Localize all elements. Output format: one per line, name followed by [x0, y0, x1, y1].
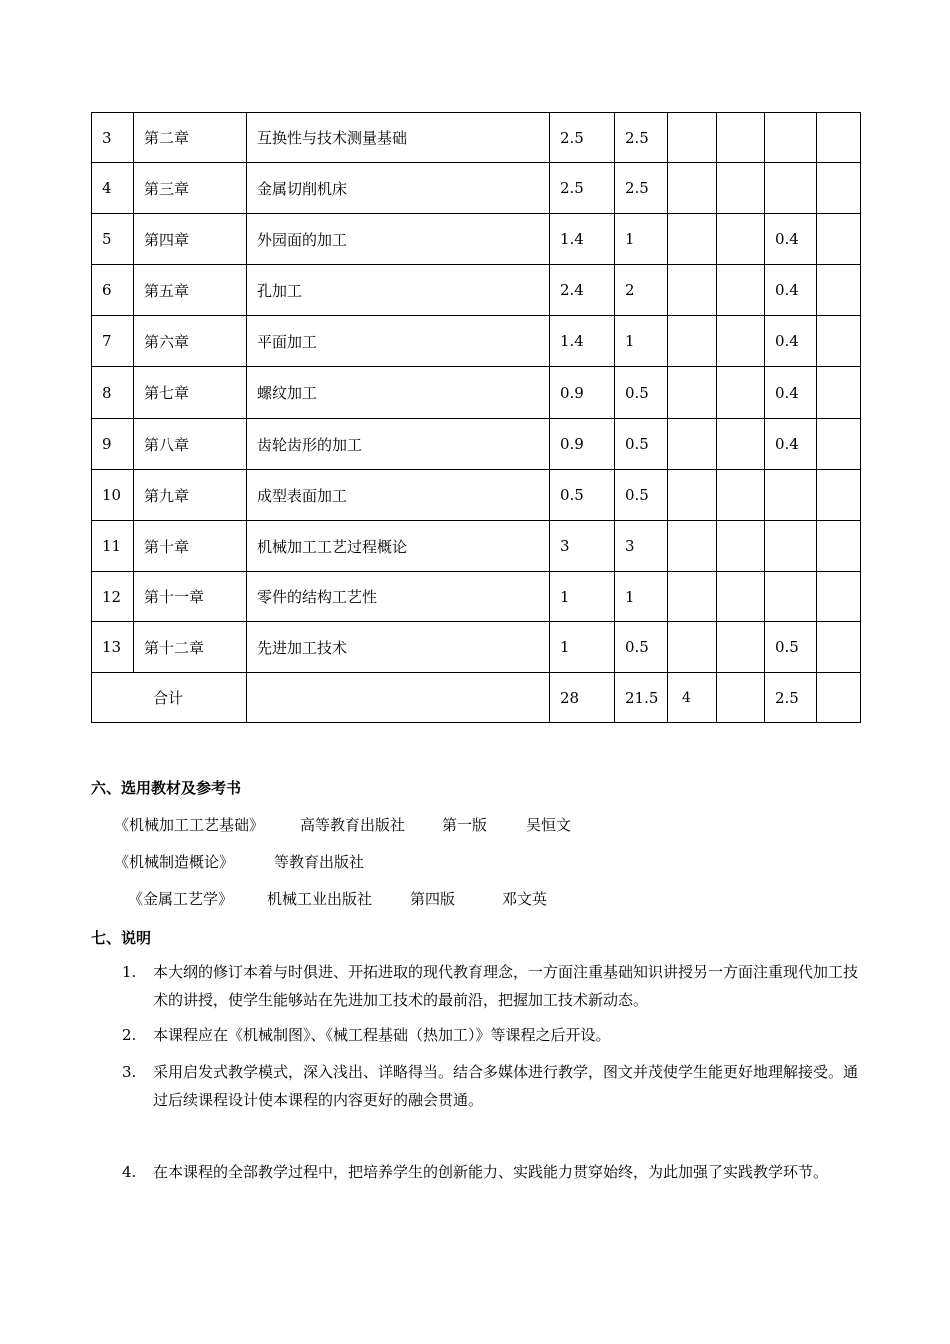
chapter-cell: 第五章: [134, 265, 247, 316]
table-row: [92, 214, 861, 265]
hours-c1-cell: 2.5: [550, 113, 615, 163]
table-row: [92, 622, 861, 673]
chapter-cell: 第八章: [134, 419, 247, 470]
table-row: [92, 521, 861, 572]
hours-c4-cell: [717, 470, 765, 521]
total-row: [92, 673, 861, 723]
hours-c6-cell: [817, 316, 861, 367]
reference-3: [128, 888, 547, 909]
table-row: [92, 265, 861, 316]
total-c3-cell: 4: [668, 673, 717, 723]
hours-c4-cell: [717, 214, 765, 265]
hours-c2-cell: 0.5: [615, 367, 668, 419]
hours-c2-cell: 2.5: [615, 113, 668, 163]
hours-c1-cell: 0.9: [550, 419, 615, 470]
hours-c1-cell: 1.4: [550, 316, 615, 367]
row-number-cell: 6: [92, 265, 134, 316]
chapter-cell: 第十一章: [134, 572, 247, 622]
hours-c3-cell: [668, 316, 717, 367]
hours-c3-cell: [668, 470, 717, 521]
reference-2-publisher: 等教育出版社: [274, 853, 365, 871]
hours-c4-cell: [717, 622, 765, 673]
hours-c5-cell: 0.4: [765, 367, 817, 419]
hours-c4-cell: [717, 113, 765, 163]
section-6-title: 六、选用教材及参考书: [91, 779, 242, 797]
reference-3-edition: 第四版: [410, 890, 456, 908]
hours-c5-cell: 0.4: [765, 419, 817, 470]
hours-c5-cell: 0.4: [765, 214, 817, 265]
table-row: [92, 419, 861, 470]
chapter-title-cell: 先进加工技术: [247, 622, 550, 673]
hours-c4-cell: [717, 163, 765, 214]
hours-c2-cell: 0.5: [615, 419, 668, 470]
total-c1-cell: 28: [550, 673, 615, 723]
reference-1-book: 《机械加工工艺基础》: [114, 816, 265, 834]
hours-c2-cell: 3: [615, 521, 668, 572]
reference-3-author: 邓文英: [502, 890, 548, 908]
note-text: 本大纲的修订本着与时俱进、开拓进取的现代教育理念，一方面注重基础知识讲授另一方面注重现代加工技术的讲授，使学生能够站在先进加工技术的最前沿，把握加工技术新动态。: [153, 963, 859, 1009]
table-row: [92, 367, 861, 419]
hours-c1-cell: 2.4: [550, 265, 615, 316]
row-number-cell: 8: [92, 367, 134, 419]
hours-c6-cell: [817, 113, 861, 163]
hours-c3-cell: [668, 113, 717, 163]
hours-c3-cell: [668, 622, 717, 673]
row-number-cell: 4: [92, 163, 134, 214]
hours-c1-cell: 3: [550, 521, 615, 572]
hours-c6-cell: [817, 572, 861, 622]
chapter-title-cell: 螺纹加工: [247, 367, 550, 419]
hours-c1-cell: 1: [550, 622, 615, 673]
chapter-title-cell: 机械加工工艺过程概论: [247, 521, 550, 572]
total-c2-cell: 21.5: [615, 673, 668, 723]
hours-c6-cell: [817, 622, 861, 673]
row-number-cell: 3: [92, 113, 134, 163]
note-number: 4.: [122, 1163, 137, 1181]
total-label-cell: 合计: [92, 673, 247, 723]
hours-c5-cell: [765, 113, 817, 163]
chapter-cell: 第四章: [134, 214, 247, 265]
reference-1: [114, 814, 571, 835]
row-number-cell: 10: [92, 470, 134, 521]
chapter-title-cell: 齿轮齿形的加工: [247, 419, 550, 470]
hours-c1-cell: 1.4: [550, 214, 615, 265]
total-c5-cell: 2.5: [765, 673, 817, 723]
hours-c3-cell: [668, 572, 717, 622]
chapter-title-cell: 金属切削机床: [247, 163, 550, 214]
hours-c4-cell: [717, 572, 765, 622]
chapter-cell: 第七章: [134, 367, 247, 419]
table-row: [92, 572, 861, 622]
hours-table: [91, 112, 861, 723]
row-number-cell: 11: [92, 521, 134, 572]
total-c4-cell: [717, 673, 765, 723]
chapter-cell: 第三章: [134, 163, 247, 214]
chapter-cell: 第二章: [134, 113, 247, 163]
note-item: [122, 1058, 862, 1114]
hours-c2-cell: 0.5: [615, 622, 668, 673]
hours-c6-cell: [817, 419, 861, 470]
hours-c4-cell: [717, 316, 765, 367]
chapter-title-cell: 零件的结构工艺性: [247, 572, 550, 622]
total-c6-cell: [817, 673, 861, 723]
chapter-title-cell: 平面加工: [247, 316, 550, 367]
hours-c4-cell: [717, 367, 765, 419]
hours-c5-cell: [765, 572, 817, 622]
hours-c2-cell: 1: [615, 214, 668, 265]
note-item: [122, 1158, 862, 1186]
hours-c4-cell: [717, 265, 765, 316]
chapter-title-cell: 孔加工: [247, 265, 550, 316]
chapter-title-cell: 外园面的加工: [247, 214, 550, 265]
hours-c2-cell: 2: [615, 265, 668, 316]
hours-c6-cell: [817, 470, 861, 521]
note-number: 3.: [122, 1063, 137, 1081]
hours-c6-cell: [817, 521, 861, 572]
hours-c3-cell: [668, 419, 717, 470]
hours-c1-cell: 1: [550, 572, 615, 622]
table-row: [92, 163, 861, 214]
note-text: 本课程应在《机械制图》、《械工程基础（热加工）》等课程之后开设。: [153, 1026, 611, 1044]
hours-c4-cell: [717, 521, 765, 572]
hours-c6-cell: [817, 163, 861, 214]
hours-c5-cell: [765, 470, 817, 521]
reference-2: [114, 851, 364, 872]
note-item: [122, 1021, 862, 1049]
row-number-cell: 12: [92, 572, 134, 622]
hours-c1-cell: 0.5: [550, 470, 615, 521]
hours-c1-cell: 0.9: [550, 367, 615, 419]
hours-c5-cell: 0.4: [765, 265, 817, 316]
table-row: [92, 470, 861, 521]
hours-c5-cell: 0.4: [765, 316, 817, 367]
section-7-title: 七、说明: [91, 929, 152, 947]
row-number-cell: 7: [92, 316, 134, 367]
hours-c3-cell: [668, 265, 717, 316]
note-text: 采用启发式教学模式，深入浅出、详略得当。结合多媒体进行教学，图文并茂使学生能更好地理解接受。通过后续课程设计使本课程的内容更好的融会贯通。: [153, 1063, 859, 1109]
table-row: [92, 113, 861, 163]
hours-c3-cell: [668, 163, 717, 214]
hours-c5-cell: [765, 521, 817, 572]
hours-c3-cell: [668, 214, 717, 265]
hours-c2-cell: 1: [615, 572, 668, 622]
hours-c2-cell: 1: [615, 316, 668, 367]
hours-c6-cell: [817, 214, 861, 265]
hours-c2-cell: 0.5: [615, 470, 668, 521]
reference-1-edition: 第一版: [442, 816, 488, 834]
chapter-title-cell: 互换性与技术测量基础: [247, 113, 550, 163]
reference-3-publisher: 机械工业出版社: [267, 890, 373, 908]
note-number: 1.: [122, 963, 137, 981]
hours-c5-cell: 0.5: [765, 622, 817, 673]
reference-1-publisher: 高等教育出版社: [300, 816, 406, 834]
row-number-cell: 5: [92, 214, 134, 265]
hours-c1-cell: 2.5: [550, 163, 615, 214]
hours-c3-cell: [668, 521, 717, 572]
reference-1-author: 吴恒文: [526, 816, 572, 834]
hours-c6-cell: [817, 265, 861, 316]
hours-c6-cell: [817, 367, 861, 419]
total-title-cell: [247, 673, 550, 723]
chapter-title-cell: 成型表面加工: [247, 470, 550, 521]
reference-3-book: 《金属工艺学》: [128, 890, 234, 908]
chapter-cell: 第十章: [134, 521, 247, 572]
chapter-cell: 第九章: [134, 470, 247, 521]
note-text: 在本课程的全部教学过程中，把培养学生的创新能力、实践能力贯穿始终，为此加强了实践教学环节。: [153, 1163, 829, 1181]
table-row: [92, 316, 861, 367]
reference-2-book: 《机械制造概论》: [114, 853, 235, 871]
row-number-cell: 9: [92, 419, 134, 470]
chapter-cell: 第六章: [134, 316, 247, 367]
hours-c4-cell: [717, 419, 765, 470]
hours-c3-cell: [668, 367, 717, 419]
hours-c5-cell: [765, 163, 817, 214]
hours-c2-cell: 2.5: [615, 163, 668, 214]
note-number: 2.: [122, 1026, 137, 1044]
row-number-cell: 13: [92, 622, 134, 673]
note-item: [122, 958, 862, 1014]
chapter-cell: 第十二章: [134, 622, 247, 673]
